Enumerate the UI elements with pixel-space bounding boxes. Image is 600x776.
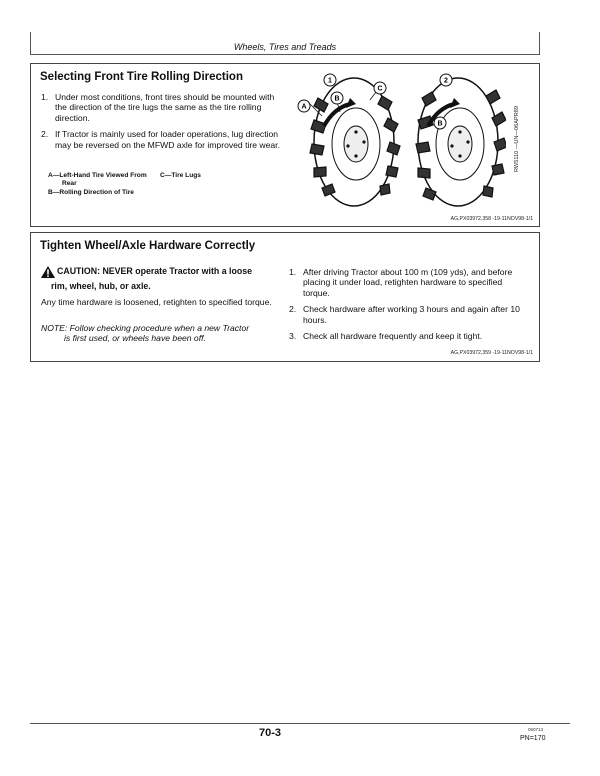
callout-b-2: B [437,120,443,128]
caution-block [41,266,286,292]
step-text: Check all hardware frequently and keep it tight. [303,331,483,342]
header-rule [30,54,540,55]
step-number: 2. [289,304,297,315]
footer-rule [30,723,570,724]
caution-text: CAUTION: NEVER operate Tractor with a loose [57,266,253,276]
right-tire-figure [416,78,506,206]
running-head: Wheels, Tires and Treads [233,42,337,52]
step-text: After driving Tractor about 100 m (109 yds), and before placing it under load, retighten hardware to specified torque. [303,267,513,298]
left-tire-figure [310,78,400,206]
list-item [41,92,283,123]
step-text: If Tractor is mainly used for loader operations, lug direction may be reversed on the MFWD axle for improved tire wear. [55,129,280,150]
section-wheel-axle-hardware [30,232,540,362]
steps-list [289,267,531,347]
figure-legend [48,172,248,197]
section-title: Selecting Front Tire Rolling Direction [40,71,243,83]
list-item [289,331,531,341]
page-pn: PN=170 [520,735,546,742]
callout-2: 2 [444,77,448,85]
callout-a-1: A [301,103,307,111]
note-text-continued: is first used, or wheels have been off. [64,333,206,344]
document-reference: AG,PX03972,359 -19-11NOV98-1/1 [450,350,533,356]
step-text: Check hardware after working 3 hours and again after 10 hours. [303,304,520,325]
list-item [289,267,531,298]
body-paragraph: Any time hardware is loosened, retighten to specified torque. [41,297,272,307]
warning-icon [41,266,55,281]
step-text: Under most conditions, front tires should be mounted with the direction of the tire lugs the same as the tire rolling direction. [55,92,275,123]
footer-code: 060713 [528,727,544,732]
step-number: 1. [289,267,297,277]
legend-c: C—Tire Lugs [160,172,201,179]
figure-code: RW5110 —UN—06APR89 [514,106,520,173]
section-title: Tighten Wheel/Axle Hardware Correctly [40,240,256,252]
list-item [289,304,531,325]
note [41,323,281,344]
page-number: 70-3 [258,727,282,739]
document-reference: AG,PX03972,358 -19-11NOV98-1/1 [450,216,533,222]
legend-b: B—Rolling Direction of Tire [48,188,134,196]
step-number: 3. [289,331,297,342]
callout-b-1: B [334,95,340,103]
step-number: 2. [41,129,49,140]
note-text: NOTE: Follow checking procedure when a new Tractor [41,323,250,333]
step-number: 1. [41,92,49,102]
caution-text-continued: rim, wheel, hub, or axle. [51,281,151,291]
callout-c-1: C [377,85,383,93]
section-tire-rolling-direction [30,63,540,227]
legend-a-continued: Rear [62,180,77,188]
list-item [41,129,283,150]
legend-a: A—Left-Hand Tire Viewed From [48,172,147,179]
tire-illustration [294,68,506,211]
callout-1: 1 [328,77,332,85]
steps-list [41,92,283,156]
